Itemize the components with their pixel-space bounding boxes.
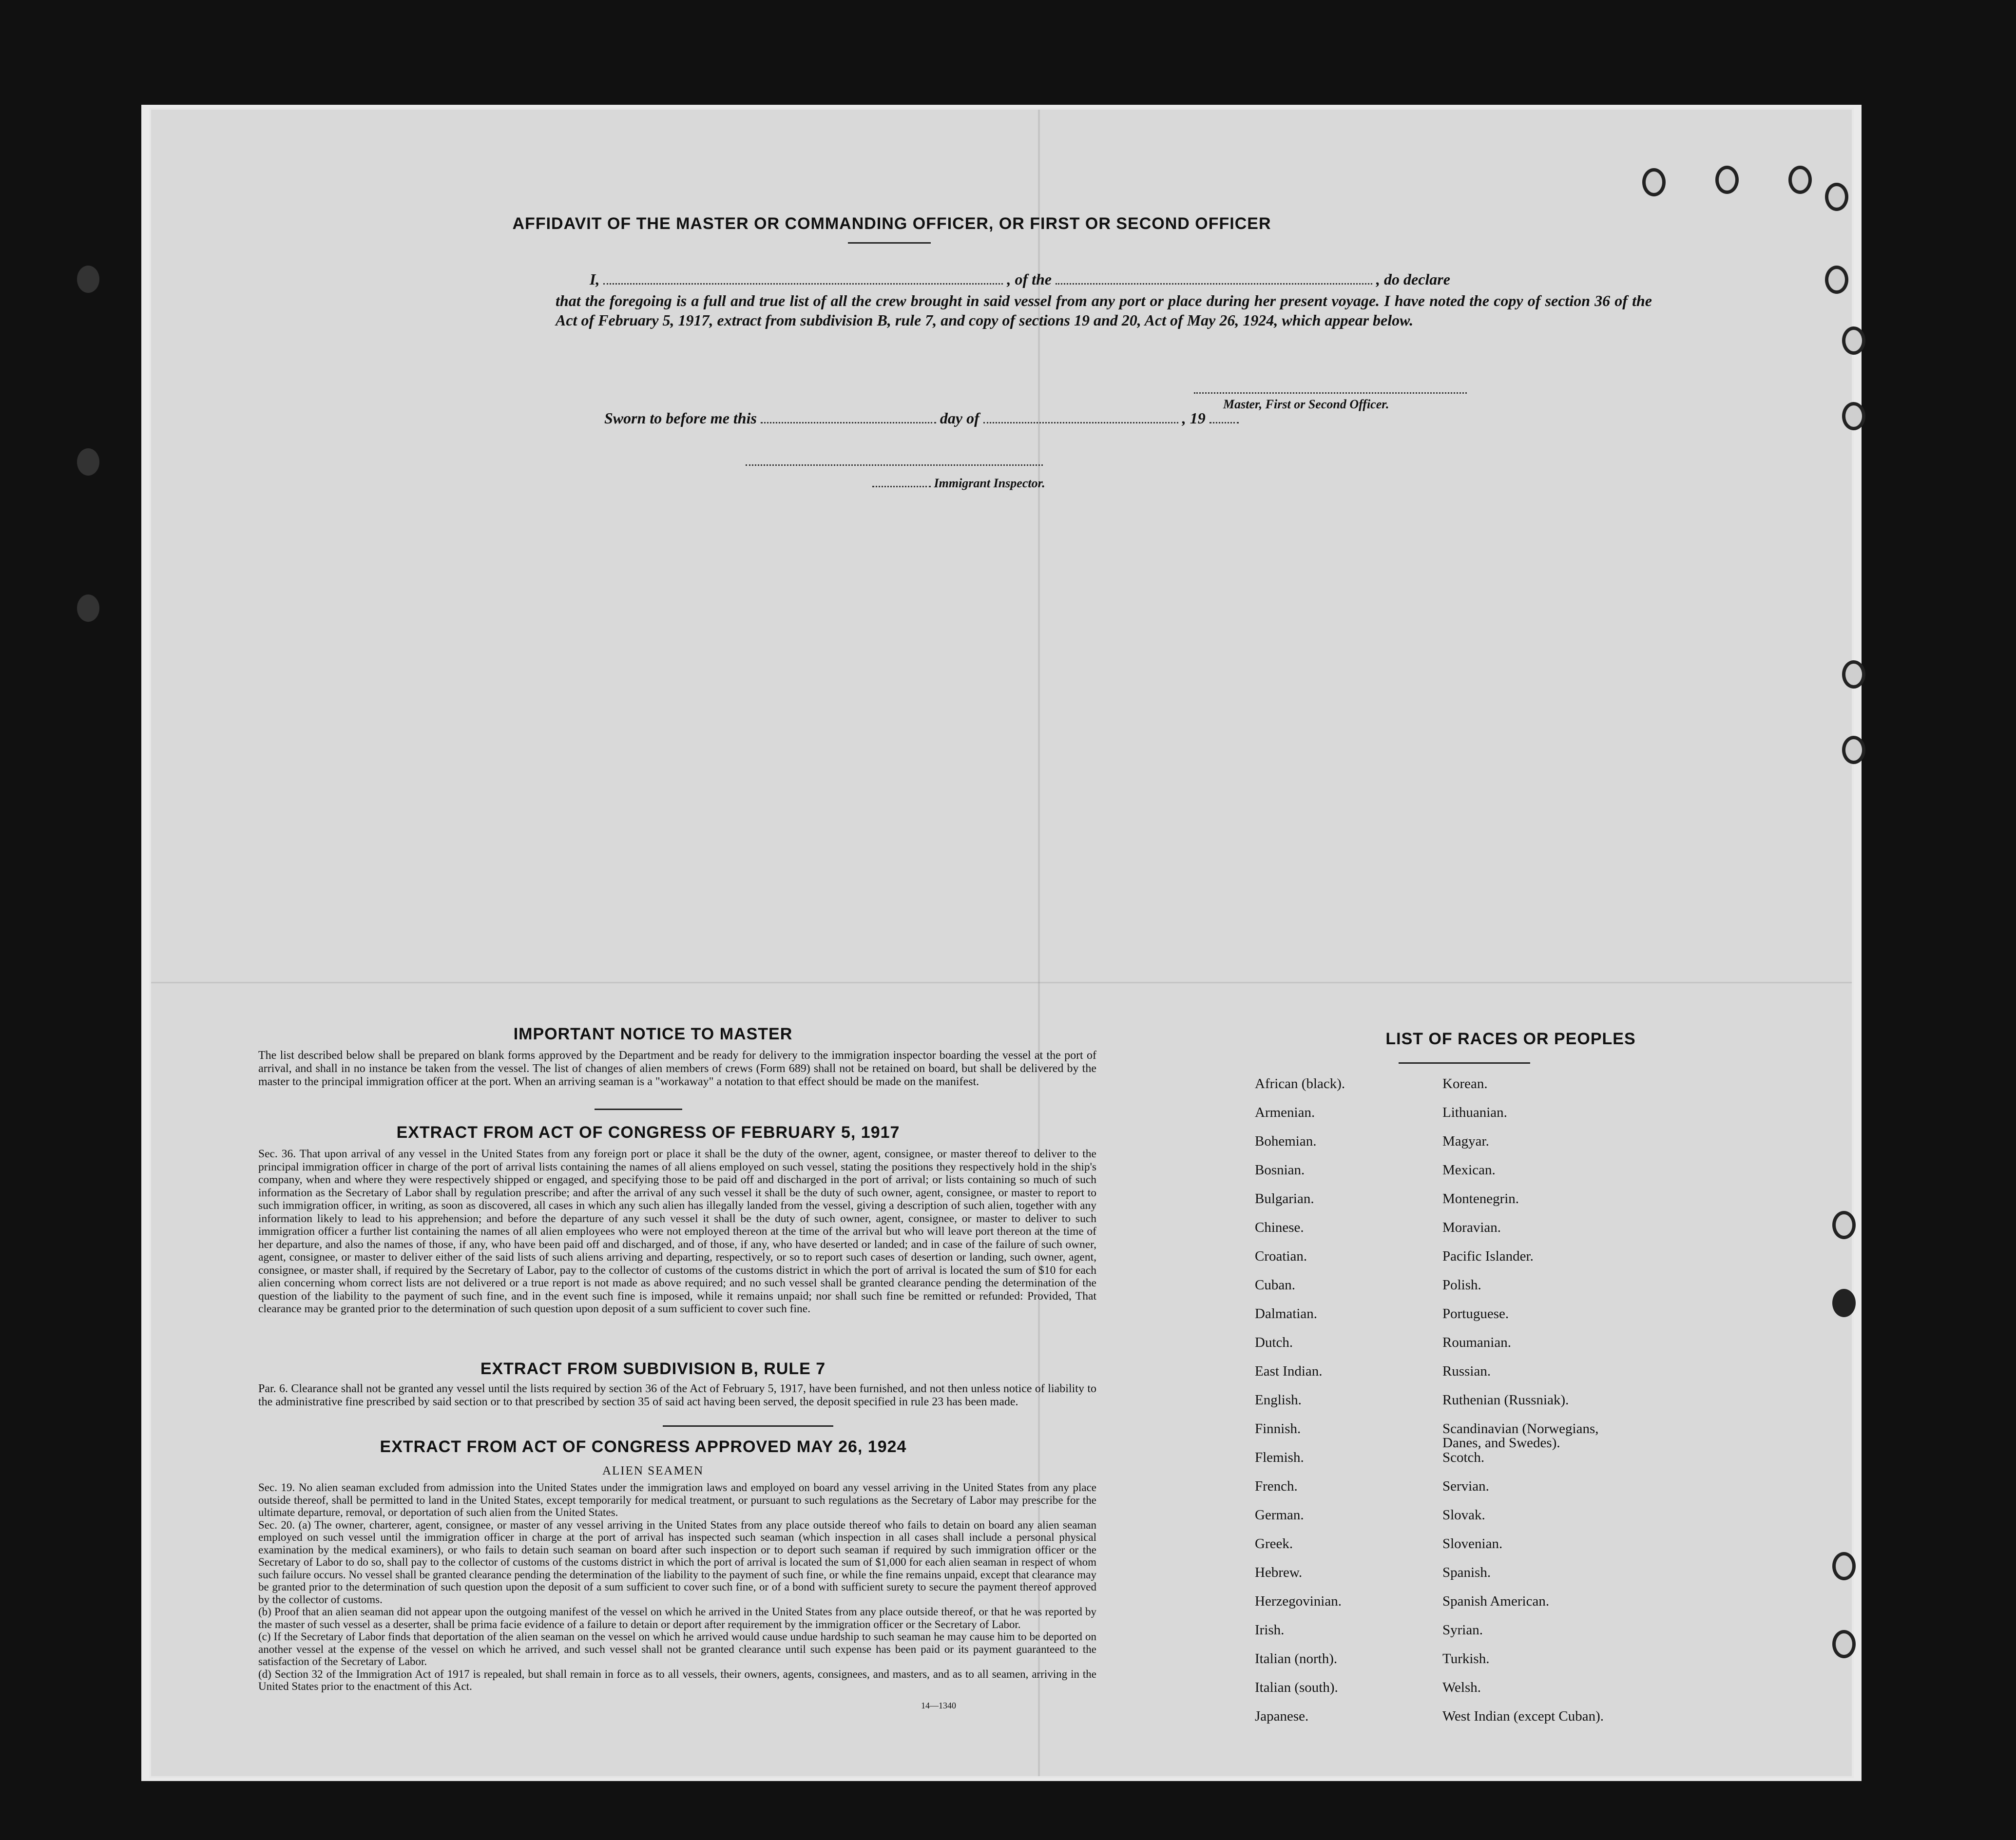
punch-hole — [1832, 1211, 1856, 1239]
race-item: Mexican. — [1442, 1162, 1496, 1178]
affidavit-of-the: , of the — [1007, 270, 1052, 288]
affidavit-body: that the foregoing is a full and true list of all the crew brought in said vessel from any port or place during her present voyage. I have noted the copy of section 36 of the Act of February 5, 1917, extract from subdivision B, rule 7, and copy of sections 19 and 20, Act of May 26, 1924, which appear below. — [556, 292, 1652, 329]
name-blank — [603, 273, 1003, 285]
sworn-year-blank — [1210, 412, 1239, 423]
day-of-label: day of — [940, 409, 979, 427]
inspector-signature-line — [746, 464, 1043, 466]
race-item: Welsh. — [1442, 1680, 1481, 1695]
punch-hole — [1842, 326, 1865, 355]
race-item: Italian (north). — [1255, 1651, 1338, 1667]
races-right-column — [1442, 1077, 1715, 1738]
vessel-blank — [1056, 273, 1372, 285]
extract-1924-title: EXTRACT FROM ACT OF CONGRESS APPROVED MAY 26, 1924 — [380, 1438, 907, 1456]
inspector-label — [872, 476, 1045, 491]
race-item: Polish. — [1442, 1277, 1481, 1293]
affidavit-title: AFFIDAVIT OF THE MASTER OR COMMANDING OFFICER, OR FIRST OR SECOND OFFICER — [512, 214, 1271, 233]
race-item: Dalmatian. — [1255, 1306, 1318, 1322]
notice-rule — [595, 1109, 682, 1110]
race-item: East Indian. — [1255, 1363, 1323, 1379]
punch-hole — [1825, 266, 1848, 294]
punch-hole — [1825, 183, 1848, 211]
race-item: Scandinavian (Norwegians, Danes, and Swedes). — [1442, 1421, 1599, 1451]
race-item: Irish. — [1255, 1622, 1285, 1638]
races-title-rule — [1399, 1062, 1530, 1064]
race-item: Turkish. — [1442, 1651, 1490, 1667]
race-item: Korean. — [1442, 1076, 1488, 1092]
race-item: Magyar. — [1442, 1133, 1489, 1149]
race-item: Hebrew. — [1255, 1565, 1303, 1580]
punch-hole — [1832, 1552, 1856, 1580]
punch-hole — [1715, 166, 1739, 194]
race-item: Portuguese. — [1442, 1306, 1509, 1322]
race-item: Lithuanian. — [1442, 1105, 1507, 1120]
race-item: English. — [1255, 1392, 1302, 1408]
punch-hole — [1832, 1630, 1856, 1658]
extract-1924-subtitle: ALIEN SEAMEN — [602, 1464, 704, 1477]
race-item: West Indian (except Cuban). — [1442, 1708, 1604, 1724]
race-item: Pacific Islander. — [1442, 1248, 1534, 1264]
document-page — [151, 110, 1852, 1776]
extract-1917-body: Sec. 36. That upon arrival of any vessel in the United States from any foreign port or place it shall be the duty of the owner, agent, consignee, or master thereof to deliver to the principal immigration officer in charge of the port of arrival lists containing the names of all aliens employed on such vessel, stating the positions they respectively hold in the ship's company, when and where they were respectively shipped or engaged, and specifying those to be paid off and discharged in the port of arrival; or lists containing so much of such information as the Secretary of Labor shall by regulation prescribe; and after the arrival of any such vessel it shall be the duty of such owner, agent, consignee, or master to report to such immigration officer, in writing, as soon as discovered, all cases in which any such alien has illegally landed from the vessel, giving a description of such alien, together with any information likely to lead to his apprehension; and before the departure of any such vessel it shall be the duty of such owner, agent, consignee, or master to deliver to such immigration officer a further list containing the names of all alien employees who were not employed thereon at the time of the arrival but who will leave port thereon at the time of her departure, and also the names of those, if any, who have been paid off and discharged, and of those, if any, who have deserted or landed; and in case of the failure of such owner, agent, consignee, or master to deliver either of the said lists of such aliens arriving and departing, respectively, or so to report such cases of desertion or landing, such owner, agent, consignee, or master shall, if required by the Secretary of Labor, pay to the collector of customs of the customs district in which the port of arrival is located the sum of $10 for each alien concerning whom correct lists are not delivered or a true report is not made as above required; and no such vessel shall be granted clearance pending the determination of the question of the liability to the payment of such fine, and in the event such fine is imposed, while it remains unpaid; nor shall such fine be remitted or refunded: Provided, That clearance may be granted prior to the determination of such question upon deposit of a sum sufficient to cover such fine. — [258, 1148, 1096, 1315]
races-left-column — [1255, 1077, 1450, 1738]
race-item: Slovak. — [1442, 1507, 1485, 1523]
race-item: French. — [1255, 1478, 1298, 1494]
race-item: Herzegovinian. — [1255, 1593, 1342, 1609]
form-number: 14—1340 — [921, 1701, 956, 1710]
binder-hole — [77, 266, 99, 293]
race-item: Scotch. — [1442, 1450, 1485, 1465]
sworn-month-blank — [983, 412, 1178, 423]
race-item: Dutch. — [1255, 1335, 1293, 1350]
race-item: Bulgarian. — [1255, 1191, 1314, 1207]
inspector-blank — [872, 479, 931, 487]
punch-hole — [1842, 660, 1865, 689]
race-item: Greek. — [1255, 1536, 1293, 1552]
race-item: Roumanian. — [1442, 1335, 1511, 1350]
rule7-rule — [663, 1425, 833, 1427]
sworn-label: Sworn to before me this — [604, 409, 757, 427]
race-item: Moravian. — [1442, 1220, 1501, 1235]
inspector-text: Immigrant Inspector. — [934, 476, 1045, 490]
race-item: Cuban. — [1255, 1277, 1295, 1293]
race-item: Spanish American. — [1442, 1593, 1550, 1609]
race-item: Chinese. — [1255, 1220, 1304, 1235]
race-item: Spanish. — [1442, 1565, 1491, 1580]
affidavit-title-rule — [848, 242, 931, 244]
punch-hole — [1842, 736, 1865, 764]
punch-hole — [1842, 402, 1865, 430]
race-item: Flemish. — [1255, 1450, 1304, 1465]
master-signature-line — [1194, 392, 1467, 394]
year-label: , 19 — [1182, 409, 1206, 427]
punch-hole — [1788, 166, 1812, 194]
race-item: Syrian. — [1442, 1622, 1483, 1638]
race-item: Bosnian. — [1255, 1162, 1305, 1178]
punch-hole — [1832, 1289, 1856, 1317]
binder-hole — [77, 448, 99, 476]
master-signature-label: Master, First or Second Officer. — [1223, 397, 1389, 411]
rule7-body: Par. 6. Clearance shall not be granted any vessel until the lists required by section 36 of the Act of February 5, 1917, have been furnished, and not then unless notice of liability to the administrative fine prescribed by said section or to that prescribed by section 35 of said act having been served, the deposit specified in rule 23 has been made. — [258, 1382, 1096, 1408]
race-item: African (black). — [1255, 1076, 1345, 1092]
fold-crease-horizontal — [151, 982, 1852, 983]
rule7-title: EXTRACT FROM SUBDIVISION B, RULE 7 — [480, 1360, 826, 1378]
sworn-line — [604, 409, 1433, 427]
sworn-day-blank — [761, 412, 936, 423]
race-item: Slovenian. — [1442, 1536, 1503, 1552]
affidavit-line1 — [590, 270, 1662, 288]
race-item: German. — [1255, 1507, 1304, 1523]
race-item: Ruthenian (Russniak). — [1442, 1392, 1569, 1408]
extract-1917-title: EXTRACT FROM ACT OF CONGRESS OF FEBRUARY 5, 1917 — [396, 1123, 900, 1142]
race-item: Italian (south). — [1255, 1680, 1338, 1695]
race-item: Croatian. — [1255, 1248, 1307, 1264]
race-item: Servian. — [1442, 1478, 1489, 1494]
race-item: Finnish. — [1255, 1421, 1301, 1437]
affidavit-i: I, — [590, 270, 600, 288]
binder-hole — [77, 594, 99, 622]
races-title: LIST OF RACES OR PEOPLES — [1385, 1030, 1636, 1048]
race-item: Bohemian. — [1255, 1133, 1317, 1149]
race-item: Russian. — [1442, 1363, 1491, 1379]
notice-body: The list described below shall be prepared on blank forms approved by the Department and be ready for delivery to the immigration inspector boarding the vessel at the port of arrival, and shall in no instance be taken from the vessel. The list of changes of alien members of crews (Form 689) shall not be retained on board, but shall be delivered by the master to the principal immigration officer at the port. When an arriving seaman is a "workaway" a notation to that effect should be made on the manifest. — [258, 1049, 1096, 1088]
notice-title: IMPORTANT NOTICE TO MASTER — [513, 1025, 793, 1043]
affidavit-declare: , do declare — [1376, 270, 1450, 288]
punch-hole — [1642, 168, 1666, 196]
extract-1924-body: Sec. 19. No alien seaman excluded from admission into the United States under the immigration laws and employed on board any vessel arriving in the United States from any place outside thereof, shall be permitted to land in the United States, except temporarily for medical treatment, or pursuant to such regulations as the Secretary of Labor may prescribe for the ultimate departure, removal, or deportation of such alien from the United States. Sec. 20. (a) The owner, charterer, agent, consignee, or master of any vessel arriving in the United States from any place outside thereof who fails to detain on board any alien seaman employed on such vessel until the immigration officer in charge at the port of arrival has inspected such seaman (which inspection in all cases shall include a personal physical examination by the medical examiners), or who fails to detain such seaman on board after such inspection or to deport such seaman if required by such immigration officer or the Secretary of Labor to do so, shall pay to the collector of customs of the customs district in which the port of arrival is located the sum of $1,000 for each alien seaman in respect of whom such failure occurs. No vessel shall be granted clearance pending the determination of the liability to the payment of such fine, or while the fine remains unpaid, except that clearance may be granted prior to the determination of such question upon the deposit of a sum sufficient to cover such fine, or of a bond with sufficient surety to secure the payment thereof approved by the collector of customs. (b) Proof that an alien seaman did not appear upon the outgoing manifest of the vessel on which he arrived in the United States from any place outside thereof, or that he was reported by the master of such vessel as a deserter, shall be prima facie evidence of a failure to detain or deport after requirement by the immigration officer or the Secretary of Labor. (c) If the Secretary of Labor finds that deportation of the alien seaman on the vessel on which he arrived would cause undue hardship to such seaman he may cause him to be deported on another vessel at the expense of the vessel on which he arrived, and such vessel shall not be granted clearance until such expense has been paid or its payment guaranteed to the satisfaction of the Secretary of Labor. (d) Section 32 of the Immigration Act of 1917 is repealed, but shall remain in force as to all vessels, their owners, agents, consignees, and masters, and as to all seamen, arriving in the United States prior to the enactment of this Act. — [258, 1481, 1096, 1692]
race-item: Montenegrin. — [1442, 1191, 1519, 1207]
race-item: Armenian. — [1255, 1105, 1315, 1120]
race-item: Japanese. — [1255, 1708, 1309, 1724]
